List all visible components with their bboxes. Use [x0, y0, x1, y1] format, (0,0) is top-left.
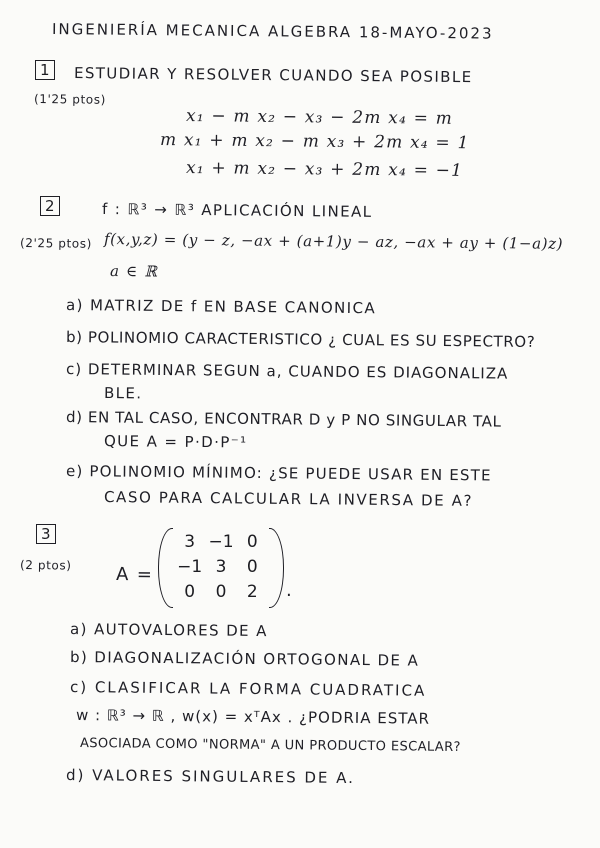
- matrix-a-grid: [174, 530, 268, 604]
- problem-2-item-d-cont: QUE A = P·D·P⁻¹: [103, 432, 248, 452]
- problem-2-item-c: c) DETERMINAR SEGUN a, CUANDO ES DIAGONALIZA: [65, 360, 509, 383]
- problem-3-number: 3: [36, 524, 56, 544]
- matrix-left-bracket: [158, 528, 173, 608]
- problem-3-item-a: a) AUTOVALORES DE A: [69, 620, 268, 641]
- problem-1-equation-3: x₁ + m x₂ − x₃ + 2m x₄ = −1: [185, 158, 464, 181]
- problem-2-definition: f(x,y,z) = (y − z, −ax + (a+1)y − az, −ax + ay + (1−a)z): [103, 230, 564, 253]
- problem-1-title: ESTUDIAR Y RESOLVER CUANDO SEA POSIBLE: [73, 64, 473, 87]
- matrix-a: [158, 528, 284, 606]
- problem-2-number: 2: [40, 196, 60, 216]
- problem-3-item-c: c) CLASIFICAR LA FORMA CUADRATICA: [69, 678, 427, 700]
- problem-2-item-e-cont: CASO PARA CALCULAR LA INVERSA DE A?: [103, 488, 474, 510]
- exam-header: INGENIERÍA MECANICA ALGEBRA 18-MAYO-2023: [51, 20, 494, 43]
- problem-1-number: 1: [35, 60, 55, 80]
- matrix-cell: −1: [177, 556, 203, 577]
- problem-3-item-c-form: w : ℝ³ → ℝ , w(x) = xᵀAx . ¿PODRIA ESTAR: [75, 706, 431, 728]
- problem-3-item-b: b) DIAGONALIZACIÓN ORTOGONAL DE A: [69, 648, 420, 670]
- problem-1-equation-1: x₁ − m x₂ − x₃ − 2m x₄ = m: [185, 106, 454, 129]
- matrix-right-bracket: [269, 528, 284, 608]
- matrix-period: .: [285, 580, 294, 602]
- matrix-cell: 3: [184, 532, 196, 553]
- matrix-cell: 0: [246, 532, 258, 553]
- problem-3-points: (2 ptos): [19, 558, 72, 573]
- problem-2-item-b: b) POLINOMIO CARACTERISTICO ¿ CUAL ES SU ESPECTRO?: [65, 328, 536, 351]
- problem-2-item-e: e) POLINOMIO MÍNIMO: ¿SE PUEDE USAR EN ESTE: [65, 462, 492, 485]
- problem-2-item-c-cont: BLE.: [103, 384, 143, 403]
- problem-2-item-a: a) MATRIZ DE f EN BASE CANONICA: [65, 296, 377, 318]
- problem-2-points: (2'25 ptos): [19, 236, 92, 251]
- problem-3-item-d: d) VALORES SINGULARES DE A.: [65, 766, 356, 788]
- problem-1-equation-2: m x₁ + m x₂ − m x₃ + 2m x₄ = 1: [159, 130, 470, 154]
- matrix-cell: 0: [184, 581, 196, 602]
- problem-2-title: f : ℝ³ → ℝ³ APLICACIÓN LINEAL: [101, 200, 373, 221]
- matrix-cell: 0: [215, 581, 227, 602]
- matrix-cell: 2: [246, 581, 258, 602]
- problem-3-item-c-cont: ASOCIADA COMO "NORMA" A UN PRODUCTO ESCALAR?: [79, 736, 461, 755]
- problem-1-points: (1'25 ptos): [33, 92, 106, 107]
- matrix-cell: −1: [208, 532, 234, 553]
- problem-2-item-d: d) EN TAL CASO, ENCONTRAR D y P NO SINGULAR TAL: [65, 408, 502, 431]
- matrix-cell: 3: [215, 556, 227, 577]
- problem-2-parameter: a ∈ ℝ: [109, 262, 159, 281]
- matrix-cell: 0: [246, 556, 258, 577]
- problem-3-matrix-label: A =: [115, 564, 154, 586]
